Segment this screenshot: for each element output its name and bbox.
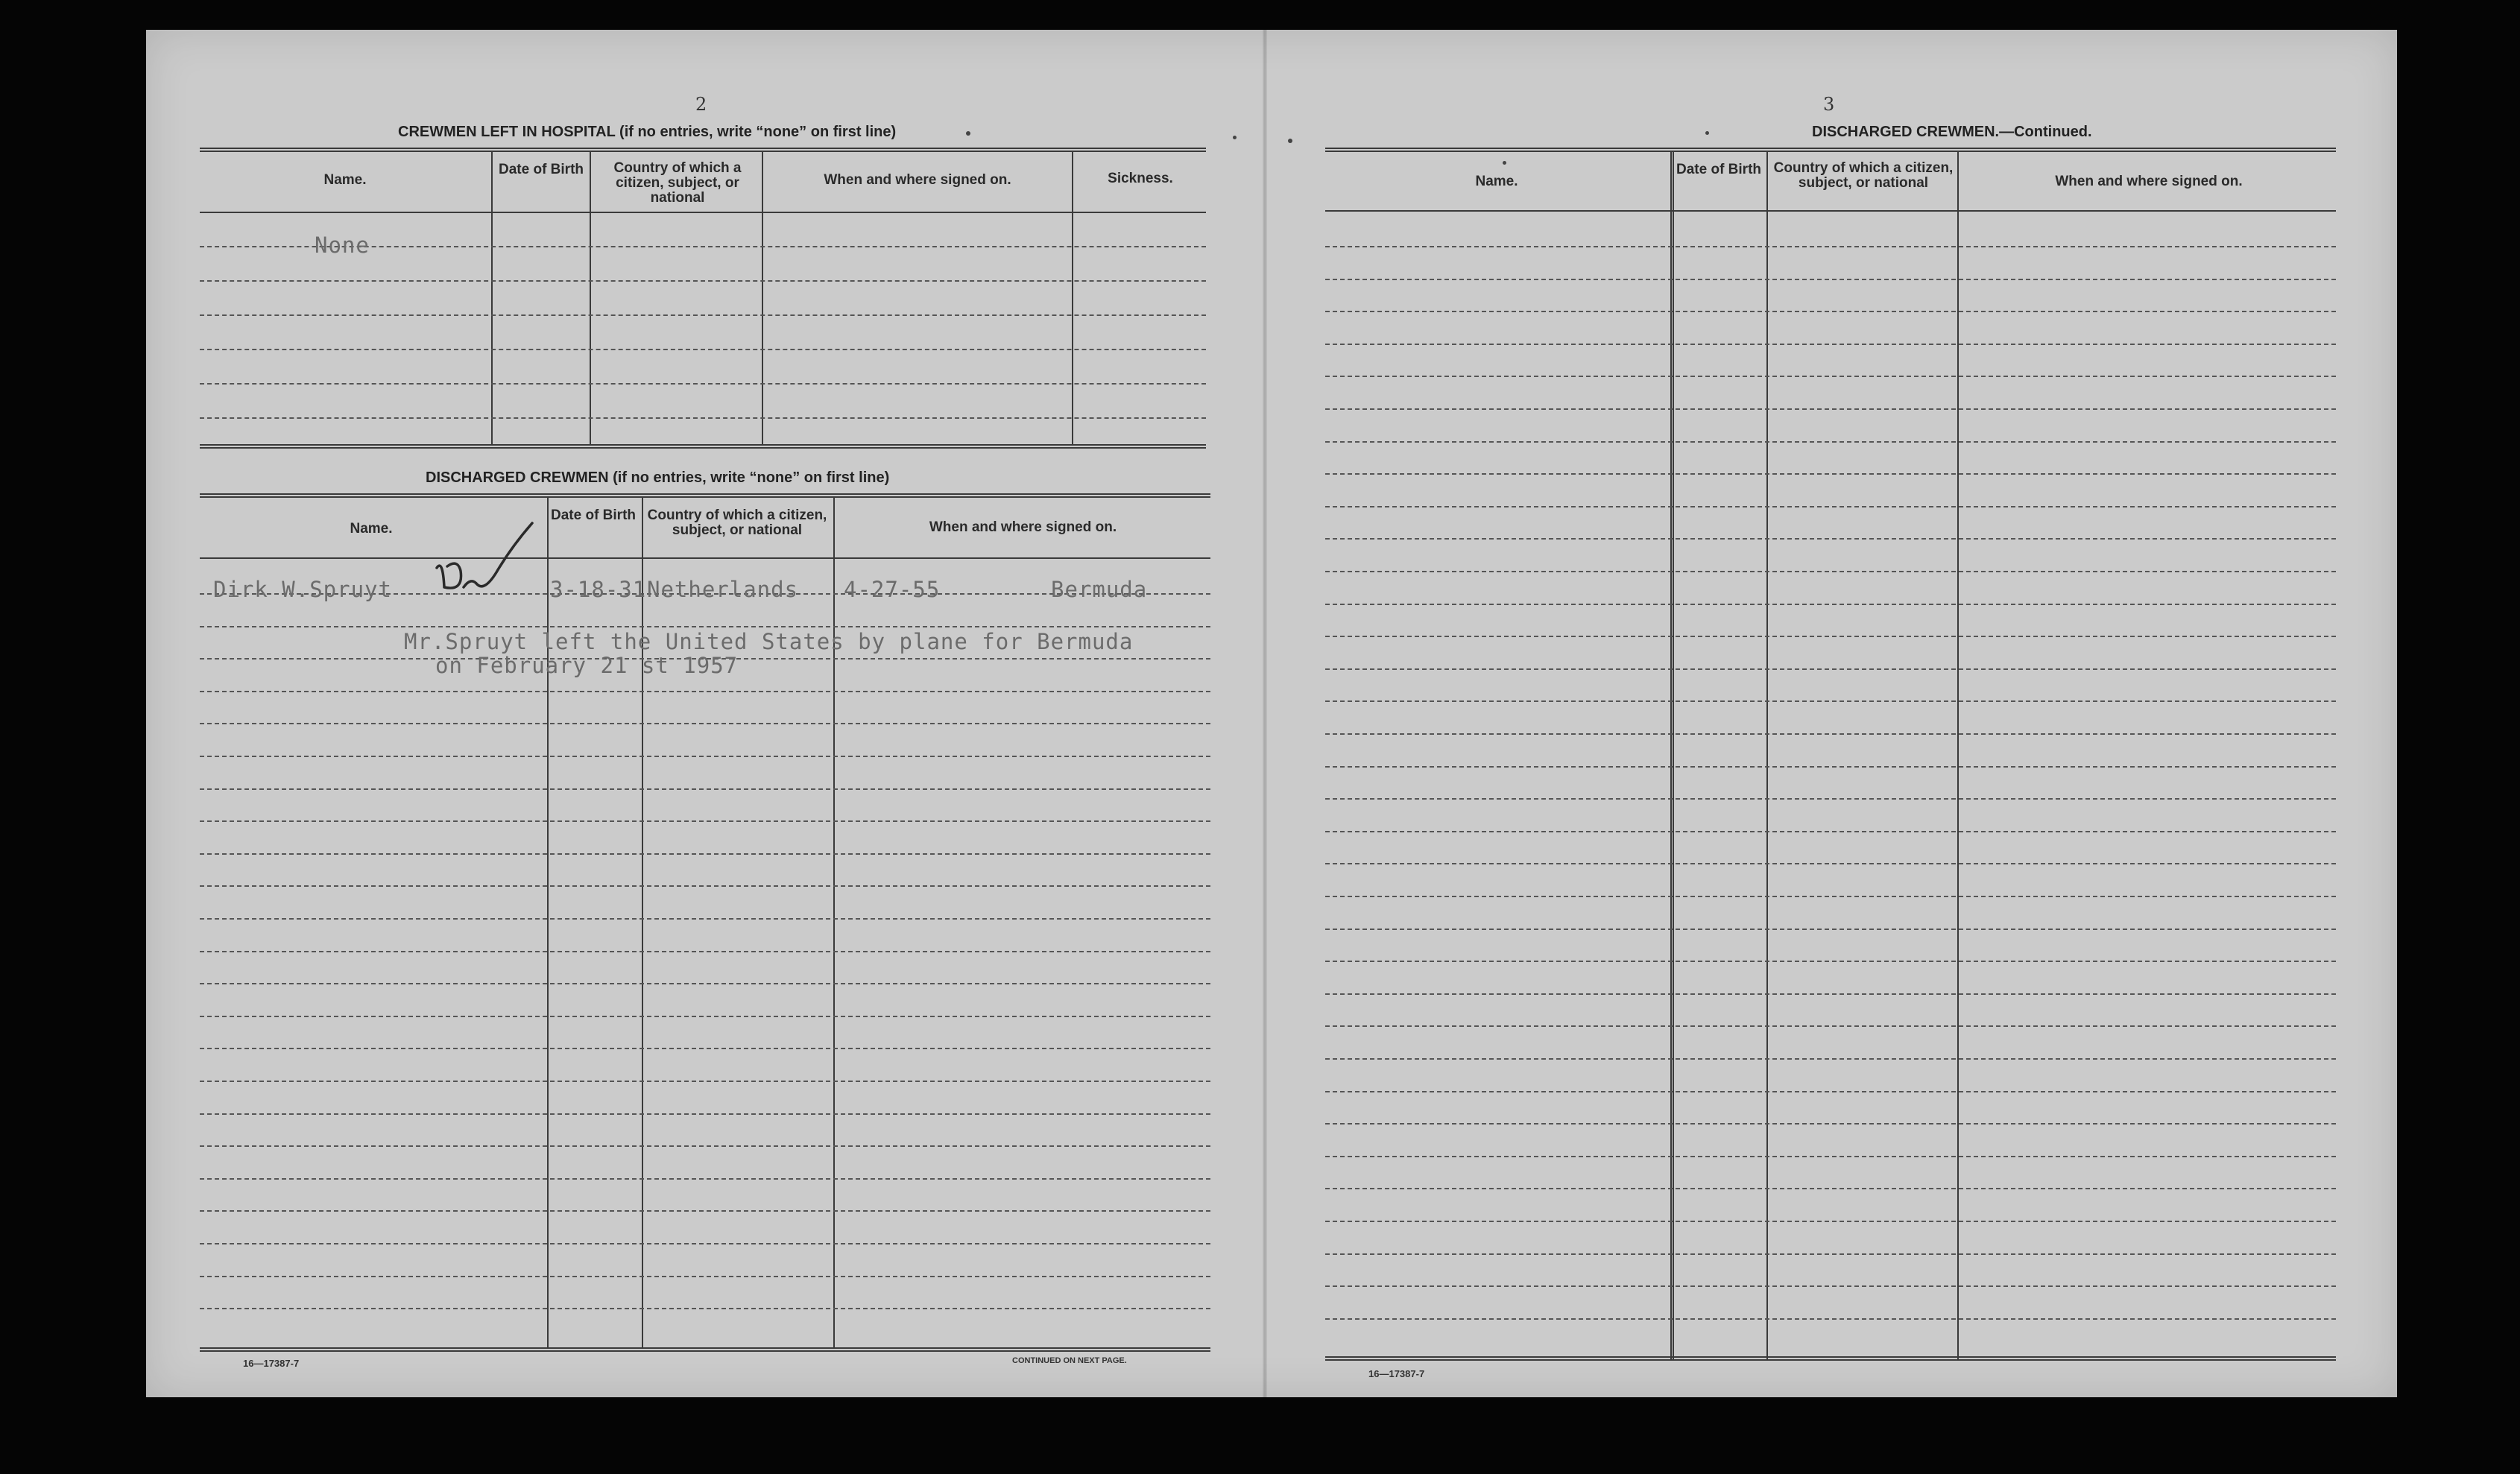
right-top-rule: [1325, 148, 2336, 152]
table-row: [1325, 668, 2336, 670]
crew-date-signed: 4-27-55: [844, 577, 941, 602]
table-row: [200, 349, 1206, 350]
table-row: [200, 756, 1210, 757]
table-row: [200, 1016, 1210, 1017]
hospital-header-country: Country of which a citizen, subject, or national: [613, 160, 742, 206]
discharged-header-rule: [200, 557, 1210, 559]
crew-dob: 3-18-31: [550, 577, 647, 602]
table-row: [200, 853, 1210, 855]
discharged-bottom-rule: [200, 1347, 1210, 1352]
table-row: [1325, 1318, 2336, 1320]
hospital-section-title: CREWMEN LEFT IN HOSPITAL (if no entries, write “none” on first line): [398, 124, 897, 140]
hospital-header-signed-on: When and where signed on.: [824, 172, 1011, 188]
crew-country: Netherlands: [647, 577, 799, 602]
table-row: [1325, 1025, 2336, 1027]
speck: [1705, 131, 1709, 135]
table-row: [200, 885, 1210, 887]
table-row: [200, 383, 1206, 385]
table-row: [1325, 1091, 2336, 1092]
table-row: [1325, 733, 2336, 735]
crew-name: Dirk W.Spruyt: [213, 577, 392, 602]
table-row: [1325, 1285, 2336, 1287]
continued-note: CONTINUED ON NEXT PAGE.: [1012, 1356, 1127, 1365]
table-row: [1325, 896, 2336, 897]
hospital-header-sickness: Sickness.: [1108, 171, 1173, 186]
table-row: [200, 1276, 1210, 1277]
table-row: [1325, 441, 2336, 443]
table-row: [1325, 538, 2336, 540]
right-header-signed-on: When and where signed on.: [2055, 174, 2243, 189]
right-bottom-rule: [1325, 1356, 2336, 1361]
table-row: [1325, 798, 2336, 800]
document-paper: [146, 30, 2397, 1397]
discharged-header-country: Country of which a citizen, subject, or national: [647, 507, 827, 538]
table-row: [1325, 700, 2336, 702]
table-row: [1325, 571, 2336, 572]
table-row: [1325, 246, 2336, 247]
discharged-header-signed-on: When and where signed on.: [929, 519, 1117, 535]
table-row: [1325, 1188, 2336, 1189]
table-row: [200, 1178, 1210, 1180]
table-row: [200, 626, 1210, 627]
table-row: [200, 788, 1210, 790]
table-row: [1325, 473, 2336, 475]
discharged-section-title: DISCHARGED CREWMEN (if no entries, write “none” on first line): [426, 469, 890, 486]
note-line-1: Mr.Spruyt left the United States by plane for Bermuda: [404, 629, 1134, 654]
table-row: [200, 1081, 1210, 1082]
right-header-country: Country of which a citizen, subject, or national: [1773, 160, 1954, 191]
table-row: [200, 1210, 1210, 1212]
table-row: [200, 918, 1210, 920]
table-row: [200, 1243, 1210, 1244]
page-number: 3: [1823, 94, 1835, 115]
table-row: [1325, 863, 2336, 864]
table-row: [1325, 506, 2336, 507]
speck: [1233, 136, 1237, 139]
hospital-header-name: Name.: [323, 172, 367, 188]
note-line-2: on February 21 st 1957: [435, 653, 739, 678]
discharged-header-dob: Date of Birth: [551, 507, 636, 523]
table-row: [200, 1308, 1210, 1309]
table-row: [200, 280, 1206, 282]
discharged-header-name: Name.: [350, 521, 393, 537]
table-row: [1325, 831, 2336, 832]
table-row: [200, 1113, 1210, 1115]
table-row: [200, 314, 1206, 316]
table-row: [1325, 604, 2336, 605]
table-row: [1325, 1058, 2336, 1060]
table-row: [200, 983, 1210, 984]
table-row: [200, 820, 1210, 822]
hospital-entry-none: None: [315, 233, 370, 258]
table-row: [1325, 993, 2336, 995]
crew-place-signed: Bermuda: [1051, 577, 1148, 602]
table-row: [200, 1048, 1210, 1049]
table-row: [1325, 1253, 2336, 1255]
right-page: [1272, 30, 2397, 1397]
page-number: 2: [695, 94, 707, 115]
table-row: [200, 723, 1210, 724]
table-row: [1325, 1156, 2336, 1157]
table-row: [1325, 408, 2336, 410]
table-row: [1325, 929, 2336, 930]
speck: [966, 131, 970, 136]
handwritten-signature-mark: [428, 514, 547, 604]
hospital-header-rule: [200, 212, 1206, 213]
right-rows: [1325, 246, 2336, 1349]
form-number: 16—17387-7: [243, 1358, 300, 1369]
table-row: [1325, 311, 2336, 312]
table-row: [1325, 1123, 2336, 1125]
hospital-bottom-rule: [200, 444, 1206, 449]
table-row: [200, 417, 1206, 419]
table-row: [200, 951, 1210, 952]
table-row: [1325, 279, 2336, 280]
right-header-dob: Date of Birth: [1676, 162, 1761, 177]
right-header-rule: [1325, 210, 2336, 212]
table-row: [1325, 636, 2336, 637]
discharged-rows: [200, 593, 1210, 1338]
table-row: [1325, 1221, 2336, 1222]
table-row: [1325, 344, 2336, 345]
speck: [1503, 161, 1506, 165]
discharged-top-rule: [200, 493, 1210, 498]
right-header-name: Name.: [1475, 174, 1518, 189]
table-row: [200, 691, 1210, 692]
form-number: 16—17387-7: [1368, 1368, 1425, 1379]
hospital-top-rule: [200, 148, 1206, 152]
left-page: [146, 30, 1264, 1397]
hospital-rows: [200, 246, 1206, 440]
speck: [1288, 139, 1292, 143]
hospital-header-dob: Date of Birth: [499, 162, 584, 177]
table-row: [200, 1145, 1210, 1147]
table-row: [1325, 766, 2336, 768]
table-row: [1325, 961, 2336, 962]
discharged-continued-title: DISCHARGED CREWMEN.—Continued.: [1812, 124, 2092, 140]
table-row: [1325, 376, 2336, 377]
